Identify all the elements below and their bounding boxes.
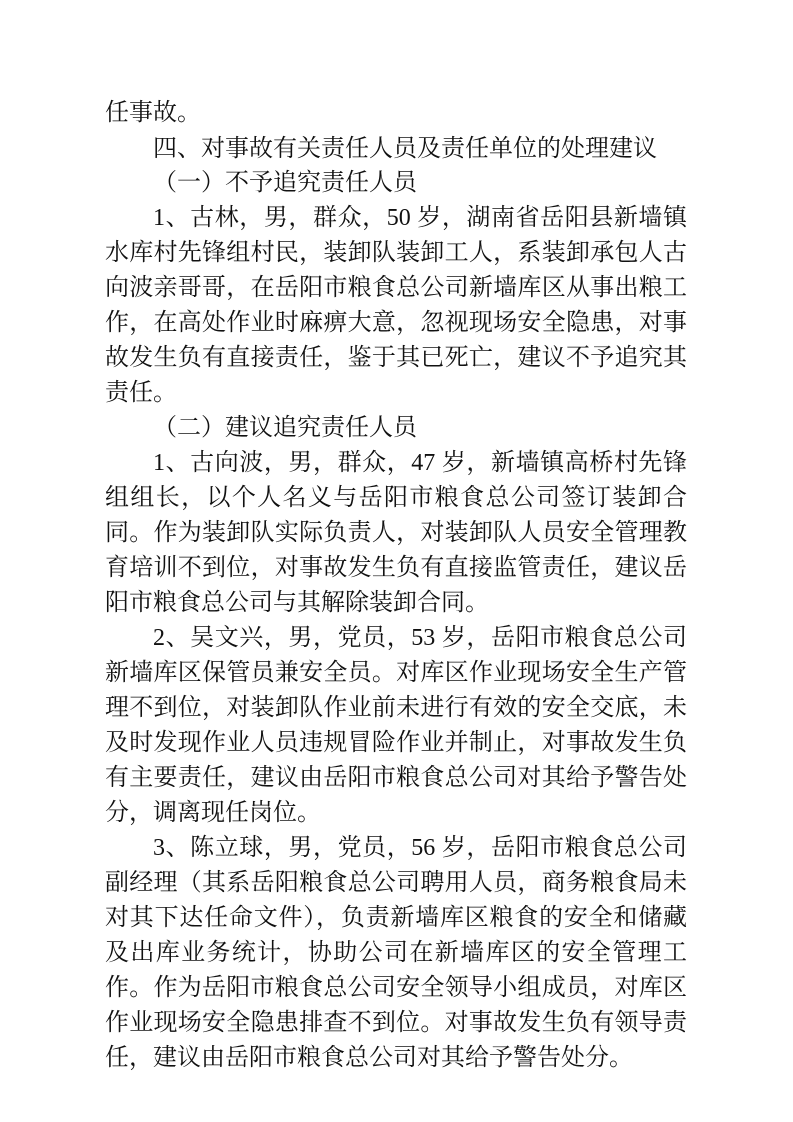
section-heading-4: 四、对事故有关责任人员及责任单位的处理建议: [153, 135, 657, 162]
subsection-heading-2: （二）建议追究责任人员: [153, 415, 417, 441]
paragraph-wuwenxing: 2、吴文兴，男，党员，53 岁，岳阳市粮食总公司新墙库区保管员兼安全员。对库区作业现场安全生产管理不到位，对装卸队作业前未进行有效的安全交底，未及时发现作业人员违规冒险作业并制止，对事故发生负有主要责任，建议由岳阳市粮食总公司对其给予警告处分，调离现任岗位。: [105, 625, 687, 826]
paragraph-guxiangbo: 1、古向波，男，群众，47 岁，新墙镇高桥村先锋组组长，以个人名义与岳阳市粮食总公司签订装卸合同。作为装卸队实际负责人，对装卸队人员安全管理教育培训不到位，对事故发生负有直接监管责任，建议岳阳市粮食总公司与其解除装卸合同。: [105, 450, 687, 616]
document-content: [105, 96, 687, 1076]
paragraph-chenliqiu: 3、陈立球，男，党员，56 岁，岳阳市粮食总公司副经理（其系岳阳粮食总公司聘用人员，商务粮食局未对其下达任命文件），负责新墙库区粮食的安全和储藏及出库业务统计，协助公司在新墙库区的安全管理工作。作为岳阳市粮食总公司安全领导小组成员，对库区作业现场安全隐患排查不到位。对事故发生负有领导责任，建议由岳阳市粮食总公司对其给予警告处分。: [105, 835, 687, 1071]
paragraph-continuation: 任事故。: [105, 100, 201, 126]
paragraph-gulin: 1、古林，男，群众，50 岁，湖南省岳阳县新墙镇水库村先锋组村民，装卸队装卸工人，系装卸承包人古向波亲哥哥，在岳阳市粮食总公司新墙库区从事出粮工作，在高处作业时麻痹大意，忽视现场安全隐患，对事故发生负有直接责任，鉴于其已死亡，建议不予追究其责任。: [105, 205, 687, 406]
subsection-heading-1: （一）不予追究责任人员: [153, 170, 417, 196]
